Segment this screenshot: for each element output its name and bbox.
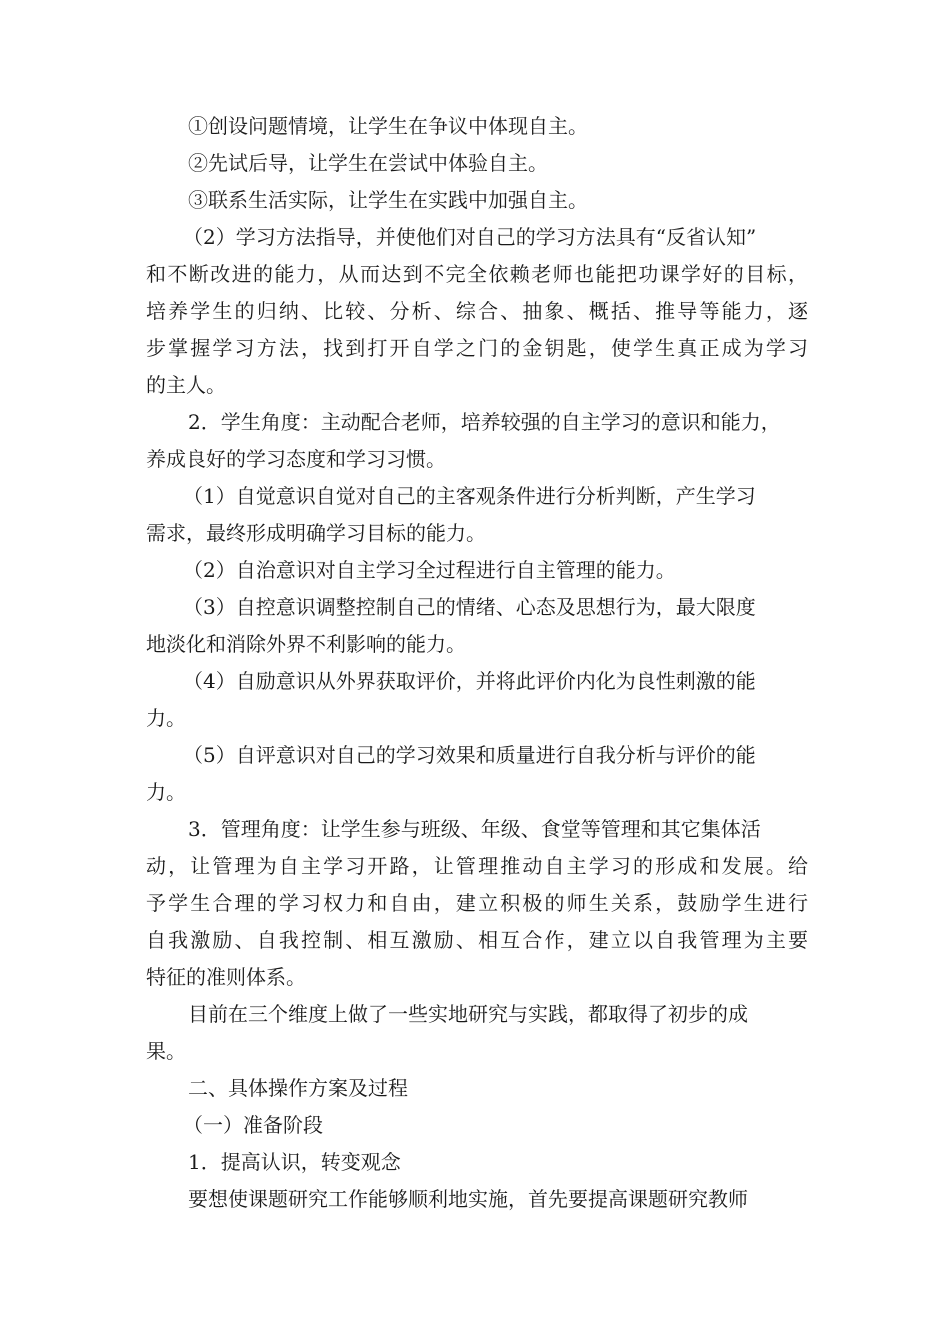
text-line: 2．学生角度：主动配合老师，培养较强的自主学习的意识和能力，	[188, 410, 781, 434]
text-line: ②先试后导，让学生在尝试中体验自主。	[188, 151, 548, 175]
text-line: 养成良好的学习态度和学习习惯。	[146, 447, 446, 471]
text-line: 果。	[146, 1039, 186, 1063]
text-line: 特征的准则体系。	[146, 965, 306, 989]
text-line: （4）自励意识从外界获取评价，并将此评价内化为良性刺激的能	[183, 669, 756, 693]
text-line: （3）自控意识调整控制自己的情绪、心态及思想行为，最大限度	[183, 595, 756, 619]
subsection-heading: （一）准备阶段	[183, 1113, 323, 1137]
text-line: 的主人。	[146, 373, 226, 397]
text-line: 力。	[146, 706, 186, 730]
text-line: 和不断改进的能力，从而达到不完全依赖老师也能把功课学好的目标，	[146, 262, 808, 286]
section-heading: 二、具体操作方案及过程	[188, 1076, 408, 1100]
text-line: ③联系生活实际，让学生在实践中加强自主。	[188, 188, 588, 212]
text-line: 地淡化和消除外界不利影响的能力。	[146, 632, 466, 656]
text-line: 需求，最终形成明确学习目标的能力。	[146, 521, 486, 545]
text-line: （2）自治意识对自主学习全过程进行自主管理的能力。	[183, 558, 676, 582]
text-line: 力。	[146, 780, 186, 804]
text-line: 动，让管理为自主学习开路，让管理推动自主学习的形成和发展。给	[146, 854, 808, 878]
text-line: （5）自评意识对自己的学习效果和质量进行自我分析与评价的能	[183, 743, 756, 767]
text-line: 培养学生的归纳、比较、分析、综合、抽象、概括、推导等能力，逐	[146, 299, 808, 323]
text-line: （2）学习方法指导，并使他们对自己的学习方法具有“反省认知”	[183, 225, 757, 249]
text-line: 要想使课题研究工作能够顺利地实施，首先要提高课题研究教师	[188, 1187, 748, 1211]
text-line: 自我激励、自我控制、相互激励、相互合作，建立以自我管理为主要	[146, 928, 808, 952]
text-line: （1）自觉意识自觉对自己的主客观条件进行分析判断，产生学习	[183, 484, 756, 508]
text-line: 3．管理角度：让学生参与班级、年级、食堂等管理和其它集体活	[188, 817, 761, 841]
subsection-heading: 1．提高认识，转变观念	[188, 1150, 401, 1174]
text-line: 予学生合理的学习权力和自由，建立积极的师生关系，鼓励学生进行	[146, 891, 808, 915]
text-line: 步掌握学习方法，找到打开自学之门的金钥匙，使学生真正成为学习	[146, 336, 808, 360]
text-line: 目前在三个维度上做了一些实地研究与实践，都取得了初步的成	[188, 1002, 748, 1026]
text-line: ①创设问题情境，让学生在争议中体现自主。	[188, 114, 588, 138]
